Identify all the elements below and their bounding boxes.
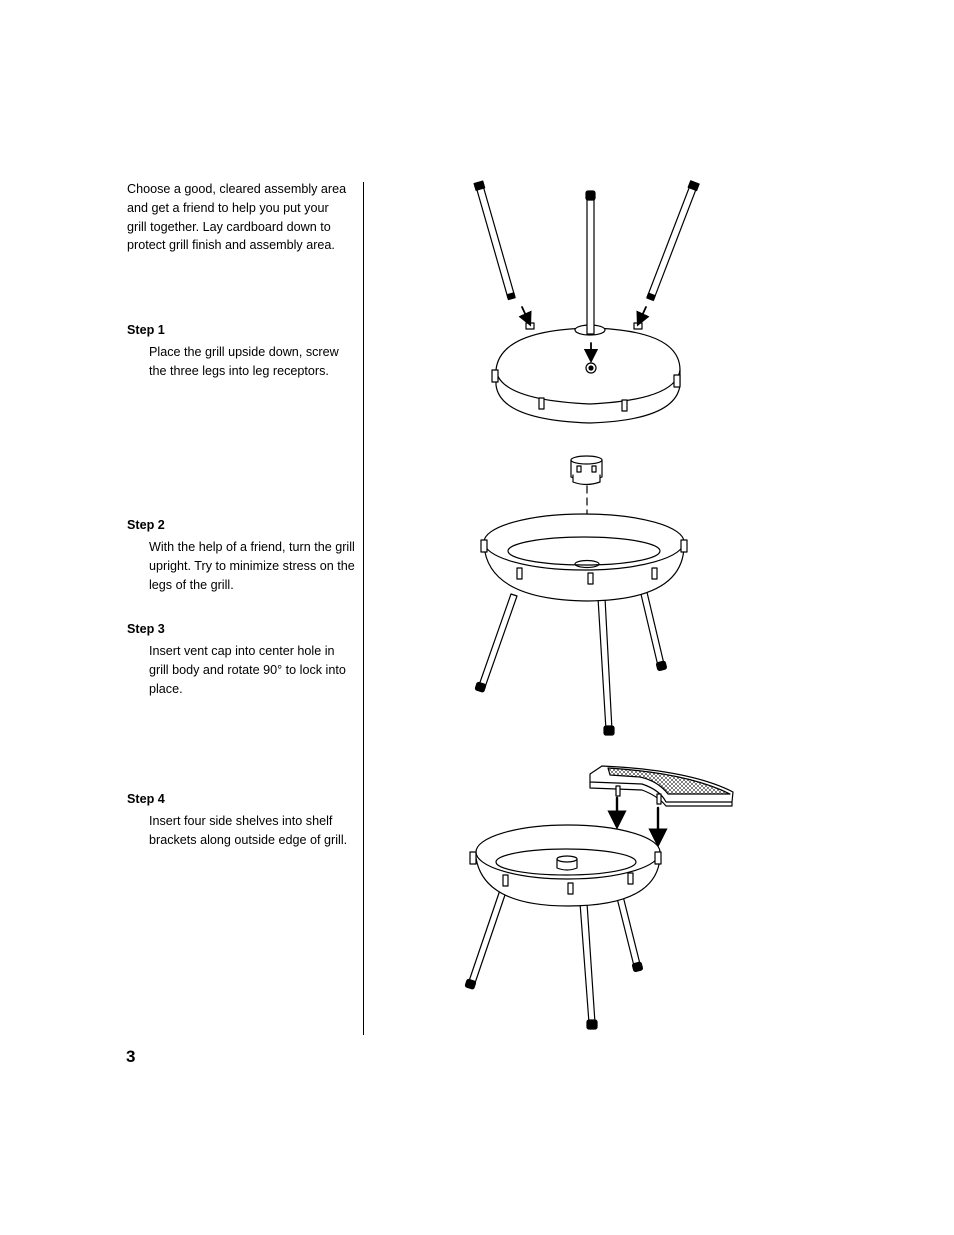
step-4-title: Step 4 [127,792,165,806]
grill-upside-down-legs-icon [474,181,699,423]
grill-side-shelf-icon [465,766,733,1029]
page-number: 3 [126,1047,136,1066]
step-3-title: Step 3 [127,622,165,636]
assembly-illustrations [430,170,790,1050]
step-2-text: With the help of a friend, turn the grill upright. Try to minimize stress on the legs of the grill. [149,540,355,592]
step-3-text: Insert vent cap into center hole in grill body and rotate 90° to lock into place. [149,644,346,696]
step-1-text: Place the grill upside down, screw the three legs into leg receptors. [149,345,339,378]
column-divider [363,182,364,1035]
step-4-text: Insert four side shelves into shelf brackets along outside edge of grill. [149,814,348,847]
intro-paragraph: Choose a good, cleared assembly area and get a friend to help you put your grill together. Lay cardboard down to protect grill finish and assembly area. [127,182,347,253]
step-1-title: Step 1 [127,323,165,337]
grill-upright-vent-cap-icon [475,456,687,735]
step-2-title: Step 2 [127,518,165,532]
